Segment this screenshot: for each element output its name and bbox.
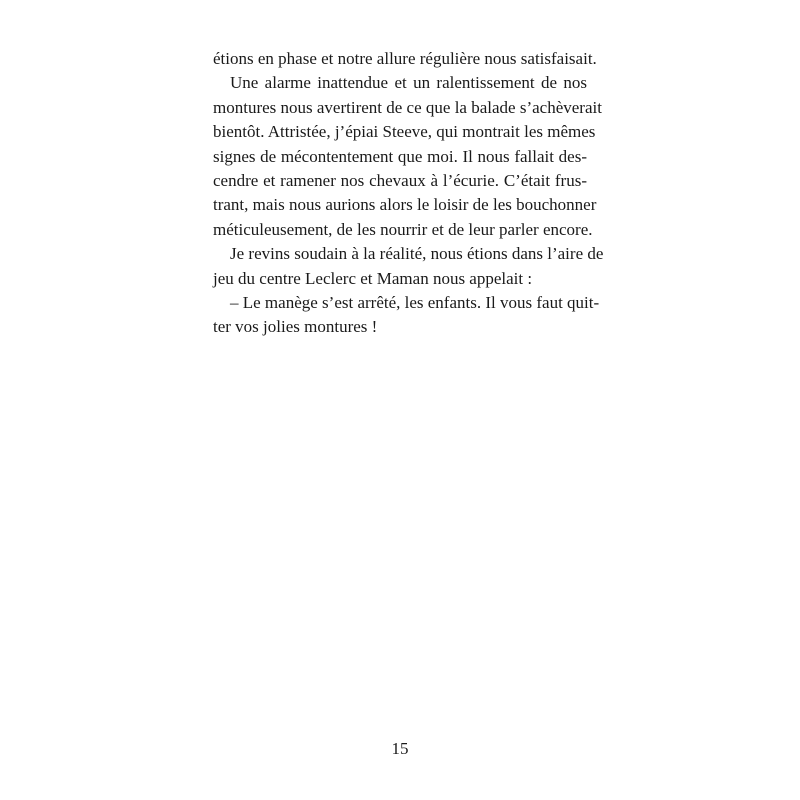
paragraph-2: [213, 71, 602, 242]
text-line: méticuleusement, de les nourrir et de leur parler encore.: [213, 219, 593, 239]
text-line: – Le manège s’est arrêté, les enfants. Il vous faut quit-: [230, 292, 600, 312]
text-line: Je revins soudain à la réalité, nous étions dans l’aire de: [230, 244, 604, 264]
text-line: trant, mais nous aurions alors le loisir de les bouchonner: [213, 195, 597, 215]
text-line: cendre et ramener nos chevaux à l’écurie. C’était frus-: [213, 170, 587, 190]
text-line: bientôt. Attristée, j’épiai Steeve, qui montrait les mêmes: [213, 122, 596, 142]
text-line: étions en phase et notre allure régulière nous satisfaisait.: [213, 49, 597, 68]
text-line: ter vos jolies montures !: [213, 317, 378, 337]
text-line: montures nous avertirent de ce que la balade s’achèverait: [213, 97, 602, 117]
body-text: [213, 47, 604, 340]
paragraph-3: [213, 242, 604, 291]
text-line: signes de mécontentement que moi. Il nous fallait des-: [213, 146, 587, 166]
page-number: 15: [391, 739, 409, 758]
text-line: Une alarme inattendue et un ralentissement de nos: [230, 73, 587, 93]
paragraph-4: [213, 291, 600, 340]
paragraph-1: [213, 47, 597, 71]
text-line: jeu du centre Leclerc et Maman nous appelait :: [213, 268, 533, 288]
